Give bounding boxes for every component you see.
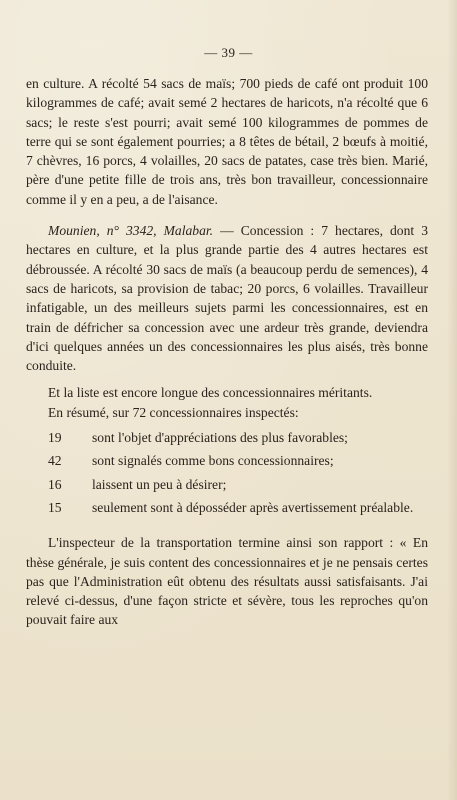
entry-text: — Concession : 7 hectares, dont 3 hectares en culture, et la plus grande partie des 4 autres hectares est débroussée. A récolté 30 sacs de maïs (a beaucoup perdu de semences), 4 sacs de haricots, sa provision de tabac; 20 porcs, 6 volailles. Travailleur infatigable, un des meilleurs sujets parmi les concessionnaires, est en train de défricher sa concession avec une ardeur très grande, deviendra d'ici quelques années un des concessionnaires les plus aisés, très bonne conduite. bbox=[26, 223, 428, 374]
list-item bbox=[26, 428, 428, 447]
list-item-number: 19 bbox=[48, 430, 62, 446]
paragraph-summary-intro: En résumé, sur 72 concessionnaires inspectés: bbox=[48, 404, 299, 420]
page-body bbox=[26, 74, 428, 630]
list-item-number: 16 bbox=[48, 476, 62, 492]
summary-list bbox=[26, 428, 428, 517]
list-item bbox=[26, 498, 428, 517]
page-edge-shadow bbox=[447, 0, 457, 800]
list-item-text: seulement sont à déposséder après avertissement préalable. bbox=[92, 499, 414, 515]
page-number: — 39 — bbox=[204, 45, 253, 60]
list-item-number: 15 bbox=[48, 499, 62, 515]
paragraph-report-conclusion: L'inspecteur de la transportation termine ainsi son rapport : « En thèse générale, je suis content des concessionnaires et je ne pensais certes pas que l'Administration eût obtenu des résultats aussi satisfaisants. J'ai relevé ci-dessus, d'une façon stricte et sévère, tous les reproches qu'on pouvait faire aux bbox=[26, 535, 428, 628]
list-item-text: laissent un peu à désirer; bbox=[92, 476, 227, 492]
list-item-number: 42 bbox=[48, 453, 62, 469]
paragraph-continuation: en culture. A récolté 54 sacs de maïs; 700 pieds de café ont produit 100 kilogrammes de café; avait semé 2 hectares de haricots, n'a récolté que 6 sacs; le reste s'est pourri; avait semé 100 kilogrammes de pommes de terre qui se sont également pourries; a 8 têtes de bétail, 2 bœufs à moitié, 7 chèvres, 16 porcs, 4 volailles, 20 sacs de patates, case très bien. Marié, père d'une petite fille de trois ans, très bon travailleur, concessionnaire comme il y en a peu, a de l'aisance. bbox=[26, 76, 428, 207]
list-item-text: sont signalés comme bons concessionnaires; bbox=[92, 453, 334, 469]
entry-lead: Mounien, n° 3342, Malabar. bbox=[48, 223, 214, 239]
list-item bbox=[26, 475, 428, 494]
list-item bbox=[26, 451, 428, 470]
paragraph-mounien bbox=[26, 221, 428, 375]
paragraph-list-note: Et la liste est encore longue des concessionnaires méritants. bbox=[48, 385, 373, 401]
list-item-text: sont l'objet d'appréciations des plus favorables; bbox=[92, 430, 348, 446]
